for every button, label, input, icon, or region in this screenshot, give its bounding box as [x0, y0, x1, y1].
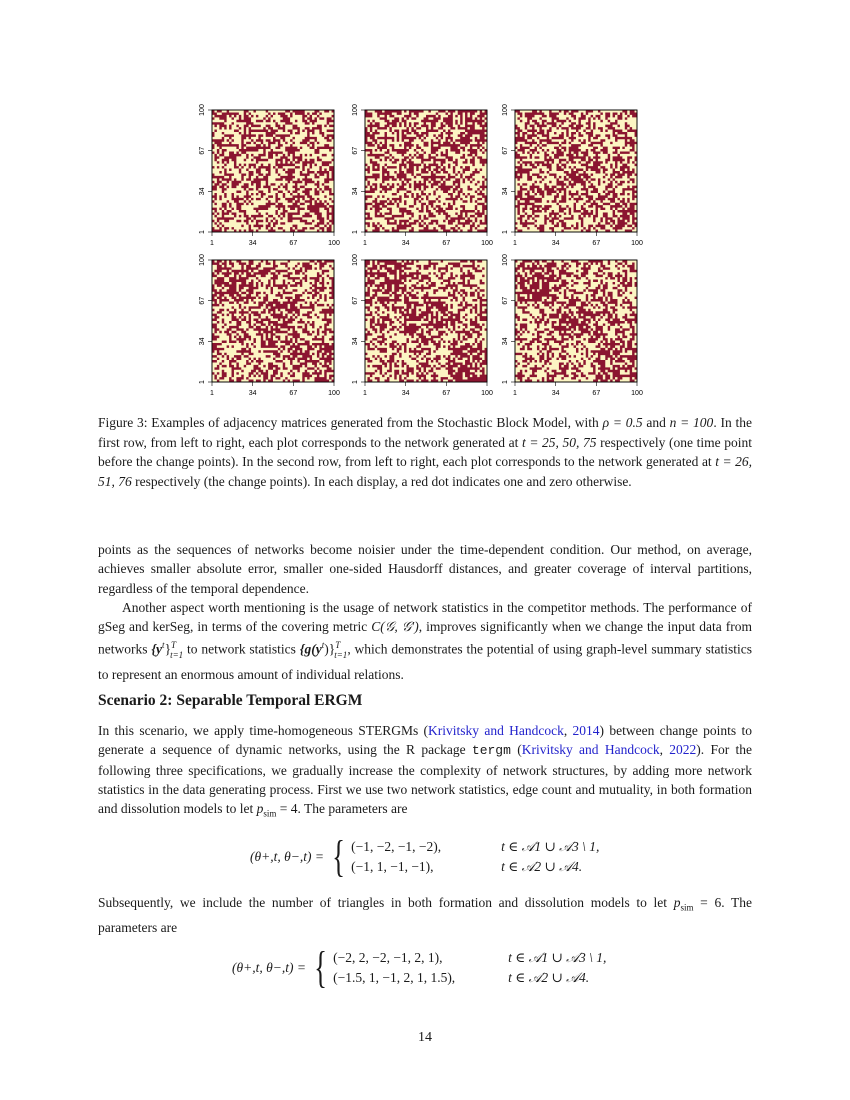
figure-3: [190, 100, 660, 405]
caption-math-rho: ρ = 0.5: [602, 415, 643, 430]
text: ,: [563, 723, 573, 738]
case-value: (−1, 1, −1, −1),: [351, 859, 434, 874]
text: . The parameters are: [297, 801, 408, 817]
matrix-panel-t26: [199, 254, 340, 397]
math-value: = 4: [276, 801, 298, 817]
caption-text: Figure 3: Examples of adjacency matrices generated from the Stochastic Block Model, with: [98, 415, 603, 430]
x-tick-label: 100: [328, 390, 340, 397]
y-tick-label: 100: [502, 254, 509, 266]
cases: [333, 948, 606, 988]
x-tick-label: 100: [328, 240, 340, 247]
caption-text: . In the first row, from left to right, each plot corresponds to the network generated at: [98, 415, 752, 450]
matrix-panel-t51: [352, 254, 493, 397]
math-sub: sim: [263, 808, 277, 819]
math-value: = 6: [693, 895, 722, 910]
text: , improves significantly when we change the input data from networks: [98, 619, 752, 657]
y-tick-label: 100: [199, 104, 206, 116]
x-tick-label: 34: [401, 240, 410, 247]
x-tick-label: 34: [551, 390, 560, 397]
citation-link[interactable]: Krivitsky and Handcock: [521, 742, 660, 758]
text: . The parameters are: [98, 895, 752, 935]
text: to network statistics: [183, 641, 300, 657]
paragraph-1: points as the sequences of networks become noisier under the time-dependent condition. Our method, on average, achieves smaller absolute error, smaller one-sided Hausdorff distances, and greater coverage of interval partitions, regardless of the temporal dependence.: [98, 542, 752, 596]
x-tick-label: 67: [289, 390, 298, 397]
text: In this scenario, we apply time-homogeneous STERGMs (: [98, 723, 429, 738]
case-value: (−1, −2, −1, −2),: [351, 839, 442, 854]
equation-lhs: (θ+,t, θ−,t) =: [250, 849, 324, 864]
paragraph-3: [98, 721, 752, 824]
y-tick-label: 34: [352, 187, 359, 196]
text: (: [510, 742, 522, 758]
text: , which demonstrates the potential of using graph-level summary statistics to represent an enormous amount of individual relations.: [98, 641, 752, 682]
equation-1: [250, 832, 600, 881]
x-tick-label: 100: [481, 390, 493, 397]
brace: {: [314, 943, 327, 992]
y-tick-label: 34: [199, 187, 206, 196]
package-name: tergm: [471, 743, 511, 759]
text: ) between change points to generate a sequence of dynamic networks, using the R package: [98, 723, 752, 758]
y-tick-label: 67: [352, 296, 359, 305]
x-tick-label: 1: [210, 390, 214, 397]
x-tick-label: 67: [442, 240, 451, 247]
x-tick-label: 1: [363, 390, 367, 397]
y-tick-label: 100: [352, 104, 359, 116]
matrix-panel-t76: [502, 254, 643, 397]
y-tick-label: 67: [502, 146, 509, 155]
equation-2: [232, 943, 607, 992]
text: Subsequently, we include the number of triangles in both formation and dissolution models to let: [98, 895, 674, 910]
case-value: (−1.5, 1, −1, 2, 1, 1.5),: [333, 970, 456, 985]
y-tick-label: 67: [199, 296, 206, 305]
x-tick-label: 1: [210, 240, 214, 247]
x-tick-label: 1: [363, 240, 367, 247]
paragraph-4: [98, 893, 752, 937]
math-p: p: [673, 895, 681, 910]
equation-lhs: (θ+,t, θ−,t) =: [232, 960, 306, 975]
y-tick-label: 1: [502, 230, 509, 234]
x-tick-label: 34: [401, 390, 410, 397]
caption-text: respectively (one time point before the change points). In the second row, from left to right, each plot corresponds to the network generated at: [98, 434, 753, 470]
case-condition: t ∈ 𝒜1 ∪ 𝒜3 \ 1,: [501, 839, 600, 854]
x-tick-label: 100: [481, 240, 493, 247]
paragraph-2: Another aspect worth mentioning is the usage of network statistics in the competitor methods. The performance of gSeg and kerSeg, in terms of the covering metric C(𝒢, 𝒢′), improves significantly when we change the input data from networks $\{y^t\}^T_{t=1}$ to network statistics $\{g(y^t)\}^T_{t=1}$, which demonstrates the potential of using graph-level summary statistics to represent an enormous amount of individual relations.: [98, 599, 752, 682]
y-tick-label: 100: [199, 254, 206, 266]
y-tick-label: 34: [502, 187, 509, 196]
case-condition: t ∈ 𝒜1 ∪ 𝒜3 \ 1,: [508, 950, 607, 965]
y-tick-label: 34: [502, 337, 509, 346]
y-tick-label: 1: [352, 380, 359, 384]
math-network-set: {y: [151, 641, 163, 657]
math-statistic-set: {g(y: [299, 641, 322, 657]
x-tick-label: 34: [248, 240, 257, 247]
matrix-panel-t75: [502, 104, 643, 247]
citation-year-link[interactable]: 2022: [669, 742, 697, 758]
caption-math-n: n = 100: [669, 415, 714, 430]
y-tick-label: 100: [352, 254, 359, 266]
section-heading: Scenario 2: Separable Temporal ERGM: [98, 692, 363, 709]
y-tick-label: 1: [352, 230, 359, 234]
caption-math-t1: t = 25, 50, 75: [521, 434, 597, 450]
y-tick-label: 34: [352, 337, 359, 346]
x-tick-label: 67: [592, 240, 601, 247]
case-condition: t ∈ 𝒜2 ∪ 𝒜4.: [501, 859, 583, 874]
x-tick-label: 34: [551, 240, 560, 247]
y-tick-label: 100: [502, 104, 509, 116]
y-tick-label: 67: [502, 296, 509, 305]
citation-link[interactable]: Krivitsky and Handcock: [428, 723, 564, 738]
case-condition: t ∈ 𝒜2 ∪ 𝒜4.: [508, 970, 590, 985]
x-tick-label: 67: [592, 390, 601, 397]
caption-math-t2: t = 26, 51, 76: [98, 454, 752, 489]
math-p: p: [256, 801, 264, 817]
adjacency-matrix-grid: [190, 100, 660, 405]
y-tick-label: 1: [199, 380, 206, 384]
brace: {: [332, 832, 345, 881]
y-tick-label: 1: [199, 230, 206, 234]
caption-text: respectively (the change points). In each display, a red dot indicates one and zero otherwise.: [131, 473, 632, 489]
x-tick-label: 1: [513, 390, 517, 397]
text: ). For the following three specifications, we gradually increase the complexity of network structures, by adding more network statistics in the data generating process. First we use two network statistics, edge count and mutuality, in both formation and dissolution models to let: [98, 742, 753, 817]
y-tick-label: 67: [199, 146, 206, 155]
caption-text: and: [642, 415, 670, 430]
cases: [351, 837, 599, 877]
case-value: (−2, 2, −2, −1, 2, 1),: [333, 950, 443, 965]
matrix-panel-t25: [199, 104, 340, 247]
text: Another aspect worth mentioning is the usage of network statistics in the competitor methods. The performance of gSeg and kerSeg, in terms of the covering metric: [98, 599, 752, 635]
text: ,: [659, 742, 670, 758]
page-number: 14: [418, 1030, 432, 1045]
matrix-panel-t50: [352, 104, 493, 247]
y-tick-label: 67: [352, 146, 359, 155]
x-tick-label: 34: [248, 390, 257, 397]
x-tick-label: 100: [631, 390, 643, 397]
y-tick-label: 1: [502, 380, 509, 384]
math-covering-metric: C(𝒢, 𝒢′): [371, 619, 419, 635]
x-tick-label: 1: [513, 240, 517, 247]
x-tick-label: 67: [289, 240, 298, 247]
x-tick-label: 67: [442, 390, 451, 397]
body-paragraphs: [98, 540, 752, 684]
citation-year-link[interactable]: 2014: [572, 723, 600, 738]
y-tick-label: 34: [199, 337, 206, 346]
x-tick-label: 100: [631, 240, 643, 247]
figure-caption: [98, 413, 752, 491]
math-sub: sim: [680, 902, 694, 913]
